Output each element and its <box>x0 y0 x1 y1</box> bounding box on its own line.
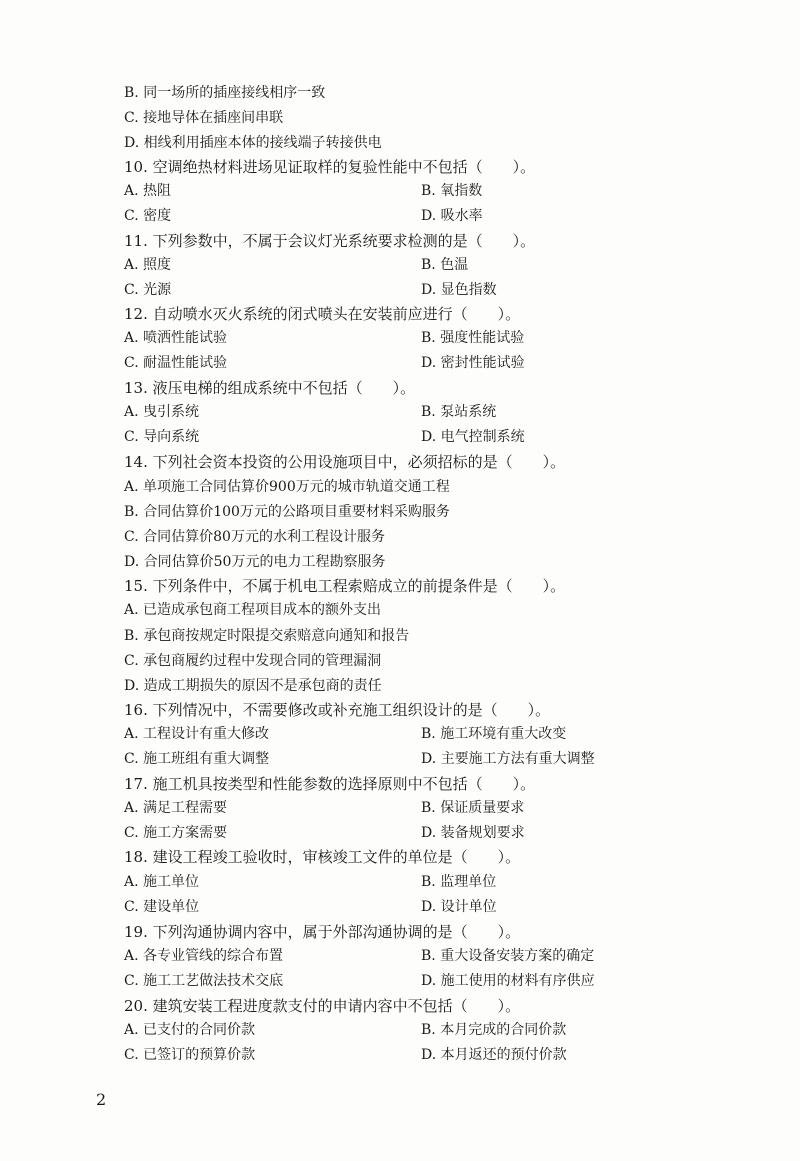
option-a: A. 曳引系统 <box>124 404 200 420</box>
option-c: C. 耐温性能试验 <box>124 355 228 371</box>
option-c: C. 合同估算价80万元的水利工程设计服务 <box>124 529 385 545</box>
option-c: C. 接地导体在插座间串联 <box>124 110 284 126</box>
question-19-stem: 19. 下列沟通协调内容中，属于外部沟通协调的是（ ）。 <box>124 923 521 941</box>
option-b: B. 承包商按规定时限提交索赔意向通知和报告 <box>124 628 410 644</box>
option-a: A. 照度 <box>124 257 172 273</box>
option-d: D. 吸水率 <box>421 208 483 224</box>
question-18-stem: 18. 建设工程竣工验收时，审核竣工文件的单位是（ ）。 <box>124 848 521 866</box>
page-number: 2 <box>96 1090 107 1109</box>
option-d: D. 合同估算价50万元的电力工程勘察服务 <box>124 554 386 570</box>
question-16-stem: 16. 下列情况中，不需要修改或补充施工组织设计的是（ ）。 <box>124 701 551 719</box>
question-12-stem: 12. 自动喷水灭火系统的闭式喷头在安装前应进行（ ）。 <box>124 305 521 323</box>
option-a: A. 工程设计有重大修改 <box>124 726 270 742</box>
option-c: C. 光源 <box>124 282 172 298</box>
option-d: D. 密封性能试验 <box>421 355 525 371</box>
option-b: B. 泵站系统 <box>421 404 497 420</box>
option-b: B. 保证质量要求 <box>421 800 525 816</box>
option-d: D. 设计单位 <box>421 899 497 915</box>
question-14-stem: 14. 下列社会资本投资的公用设施项目中，必须招标的是（ ）。 <box>124 453 566 471</box>
option-c: C. 施工方案需要 <box>124 825 228 841</box>
option-a: A. 已造成承包商工程项目成本的额外支出 <box>124 602 382 618</box>
option-b: B. 本月完成的合同价款 <box>421 1022 567 1038</box>
option-a: A. 已支付的合同价款 <box>124 1022 256 1038</box>
option-a: A. 喷洒性能试验 <box>124 330 228 346</box>
option-a: A. 各专业管线的综合布置 <box>124 948 284 964</box>
question-10-stem: 10. 空调绝热材料进场见证取样的复验性能中不包括（ ）。 <box>124 158 536 176</box>
question-15-stem: 15. 下列条件中，不属于机电工程索赔成立的前提条件是（ ）。 <box>124 577 566 595</box>
option-b: B. 重大设备安装方案的确定 <box>421 948 595 964</box>
option-a: A. 满足工程需要 <box>124 800 228 816</box>
option-c: C. 建设单位 <box>124 899 200 915</box>
option-a: A. 热阻 <box>124 183 172 199</box>
question-20-stem: 20. 建筑安装工程进度款支付的申请内容中不包括（ ）。 <box>124 997 521 1015</box>
option-a: A. 施工单位 <box>124 874 200 890</box>
option-d: D. 主要施工方法有重大调整 <box>421 751 595 767</box>
option-d: D. 电气控制系统 <box>421 429 525 445</box>
option-b: B. 强度性能试验 <box>421 330 525 346</box>
option-c: C. 施工班组有重大调整 <box>124 751 270 767</box>
option-d: D. 本月返还的预付价款 <box>421 1047 567 1063</box>
option-c: C. 承包商履约过程中发现合同的管理漏洞 <box>124 653 382 669</box>
option-b: B. 同一场所的插座接线相序一致 <box>124 85 326 101</box>
option-b: B. 色温 <box>421 257 469 273</box>
option-c: C. 导向系统 <box>124 429 200 445</box>
option-b: B. 合同估算价100万元的公路项目重要材料采购服务 <box>124 504 450 520</box>
option-d: D. 显色指数 <box>421 282 497 298</box>
question-11-stem: 11. 下列参数中，不属于会议灯光系统要求检测的是（ ）。 <box>124 232 536 250</box>
option-a: A. 单项施工合同估算价900万元的城市轨道交通工程 <box>124 479 450 495</box>
option-d: D. 相线利用插座本体的接线端子转接供电 <box>124 135 382 151</box>
question-13-stem: 13. 液压电梯的组成系统中不包括（ ）。 <box>124 379 416 397</box>
option-d: D. 装备规划要求 <box>421 825 525 841</box>
option-d: D. 造成工期损失的原因不是承包商的责任 <box>124 678 382 694</box>
option-b: B. 氧指数 <box>421 183 483 199</box>
option-b: B. 监理单位 <box>421 874 497 890</box>
option-b: B. 施工环境有重大改变 <box>421 726 567 742</box>
option-c: C. 密度 <box>124 208 172 224</box>
option-d: D. 施工使用的材料有序供应 <box>421 973 595 989</box>
question-17-stem: 17. 施工机具按类型和性能参数的选择原则中不包括（ ）。 <box>124 775 536 793</box>
option-c: C. 已签订的预算价款 <box>124 1047 256 1063</box>
option-c: C. 施工工艺做法技术交底 <box>124 973 284 989</box>
